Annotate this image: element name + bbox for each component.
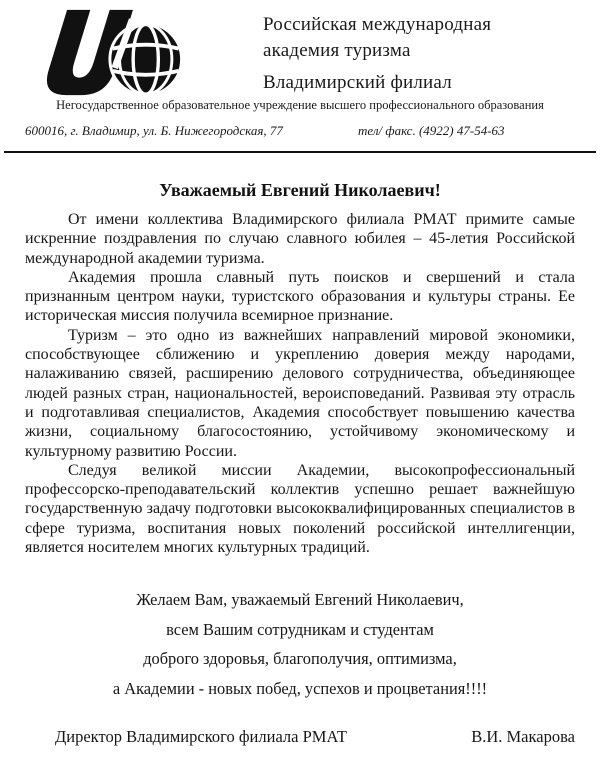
wish-line-1: Желаем Вам, уважаемый Евгений Николаевич, <box>136 590 464 610</box>
letterhead-divider <box>4 151 596 153</box>
wish-line-3: доброго здоровья, благополучия, оптимизма, <box>143 649 457 669</box>
signature-position: Директор Владимирского филиала РМАТ <box>55 727 347 747</box>
wish-line-2: всем Вашим сотрудникам и студентам <box>166 619 434 639</box>
org-subtitle: Негосударственное образовательное учреждение высшего профессионального образования <box>56 98 544 112</box>
paragraph-4: Следуя великой миссии Академии, высокопрофессиональный профессорско-преподавательский коллектив успешно решает важнейшую государственную задачу подготовки высококвалифицированных специалистов в сфере туризма, воспитания новых поколений российской интеллигенции, является носителем многих культурных традиций. <box>25 461 575 557</box>
wishes-block <box>25 585 575 703</box>
org-phone: тел/ факс. (4922) 47-54-63 <box>358 123 505 138</box>
paragraph-1: От имени коллектива Владимирского филиала РМАТ примите самые искренние поздравления по случаю славного юбилея – 45-летия Российской международной академии туризма. <box>25 211 575 267</box>
org-address: 600016, г. Владимир, ул. Б. Нижегородская, 77 <box>25 123 283 138</box>
org-title <box>263 12 491 96</box>
org-name-line2: академия туризма <box>263 40 411 61</box>
org-branch: Владимирский филиал <box>263 72 452 93</box>
letter-body <box>25 176 575 747</box>
salutation: Уважаемый Евгений Николаевич! <box>159 180 441 200</box>
org-name-line1: Российская международная <box>263 14 492 35</box>
signature-row <box>25 727 575 747</box>
signature-name: В.И. Макарова <box>471 727 575 747</box>
paragraph-3: Туризм – это одно из важнейших направлений мировой экономики, способствующее сближению и укреплению доверия между народами, налаживанию связей, расширению делового сотрудничества, объединяющее людей разных стран, национальностей, вероисповеданий. Развивая эту отрасль и подготавливая специалистов, Академия способствует повышению качества жизни, социальному благосостоянию, устойчивому экономическому и культурному развитию России. <box>25 326 575 460</box>
paragraph-2: Академия прошла славный путь поисков и свершений и стала признанным центром науки, туристского образования и культуры страны. Ее историческая миссия получила всемирное признание. <box>25 268 575 325</box>
rmat-globe-logo-icon <box>28 6 186 98</box>
wish-line-4: а Академии - новых побед, успехов и процветания!!!! <box>112 678 488 698</box>
